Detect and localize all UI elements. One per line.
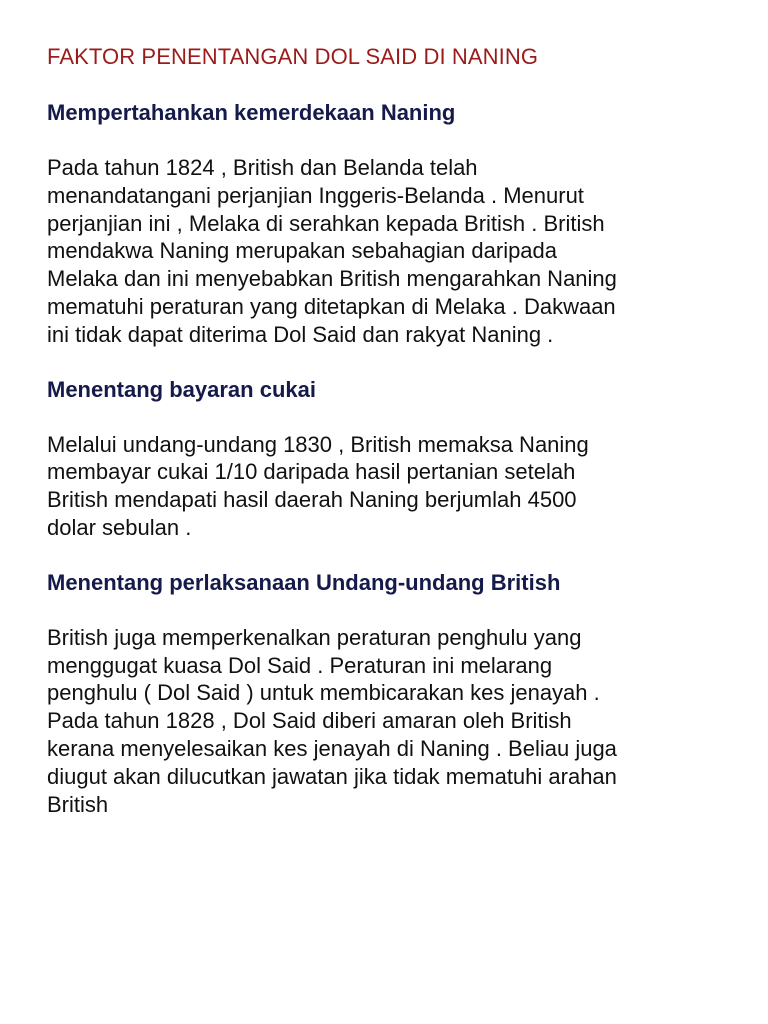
section-heading: Menentang perlaksanaan Undang-undang British bbox=[47, 569, 561, 595]
section-paragraph: British juga memperkenalkan peraturan penghulu yang menggugat kuasa Dol Said . Peraturan ini melarang penghulu ( Dol Said ) untuk membicarakan kes jenayah . Pada tahun 1828 , Dol Said diberi amaran oleh British kerana menyelesaikan kes jenayah di Naning . Beliau juga diugut akan dilucutkan jawatan jika tidak mematuhi arahan British bbox=[47, 624, 617, 817]
section-heading: Mempertahankan kemerdekaan Naning bbox=[47, 100, 456, 125]
section-menentang-bayaran-cukai bbox=[47, 375, 737, 542]
section-heading: Menentang bayaran cukai bbox=[47, 376, 316, 402]
section-paragraph: Melalui undang-undang 1830 , British memaksa Naning membayar cukai 1/10 daripada hasil pertanian setelah British mendapati hasil daerah Naning berjumlah 4500 dolar sebulan . bbox=[47, 431, 589, 540]
document-title: FAKTOR PENENTANGAN DOL SAID DI NANING bbox=[47, 44, 539, 69]
section-mempertahankan-kemerdekaan bbox=[47, 98, 737, 349]
document-page bbox=[47, 42, 737, 844]
section-menentang-undang-undang bbox=[47, 568, 737, 819]
section-paragraph: Pada tahun 1824 , British dan Belanda telah menandatangani perjanjian Inggeris-Belanda . Menurut perjanjian ini , Melaka di serahkan kepada British . British mendakwa Naning merupakan sebahagian daripada Melaka dan ini menyebabkan British mengarahkan Naning mematuhi peraturan yang ditetapkan di Melaka . Dakwaan ini tidak dapat diterima Dol Said dan rakyat Naning . bbox=[47, 155, 617, 347]
